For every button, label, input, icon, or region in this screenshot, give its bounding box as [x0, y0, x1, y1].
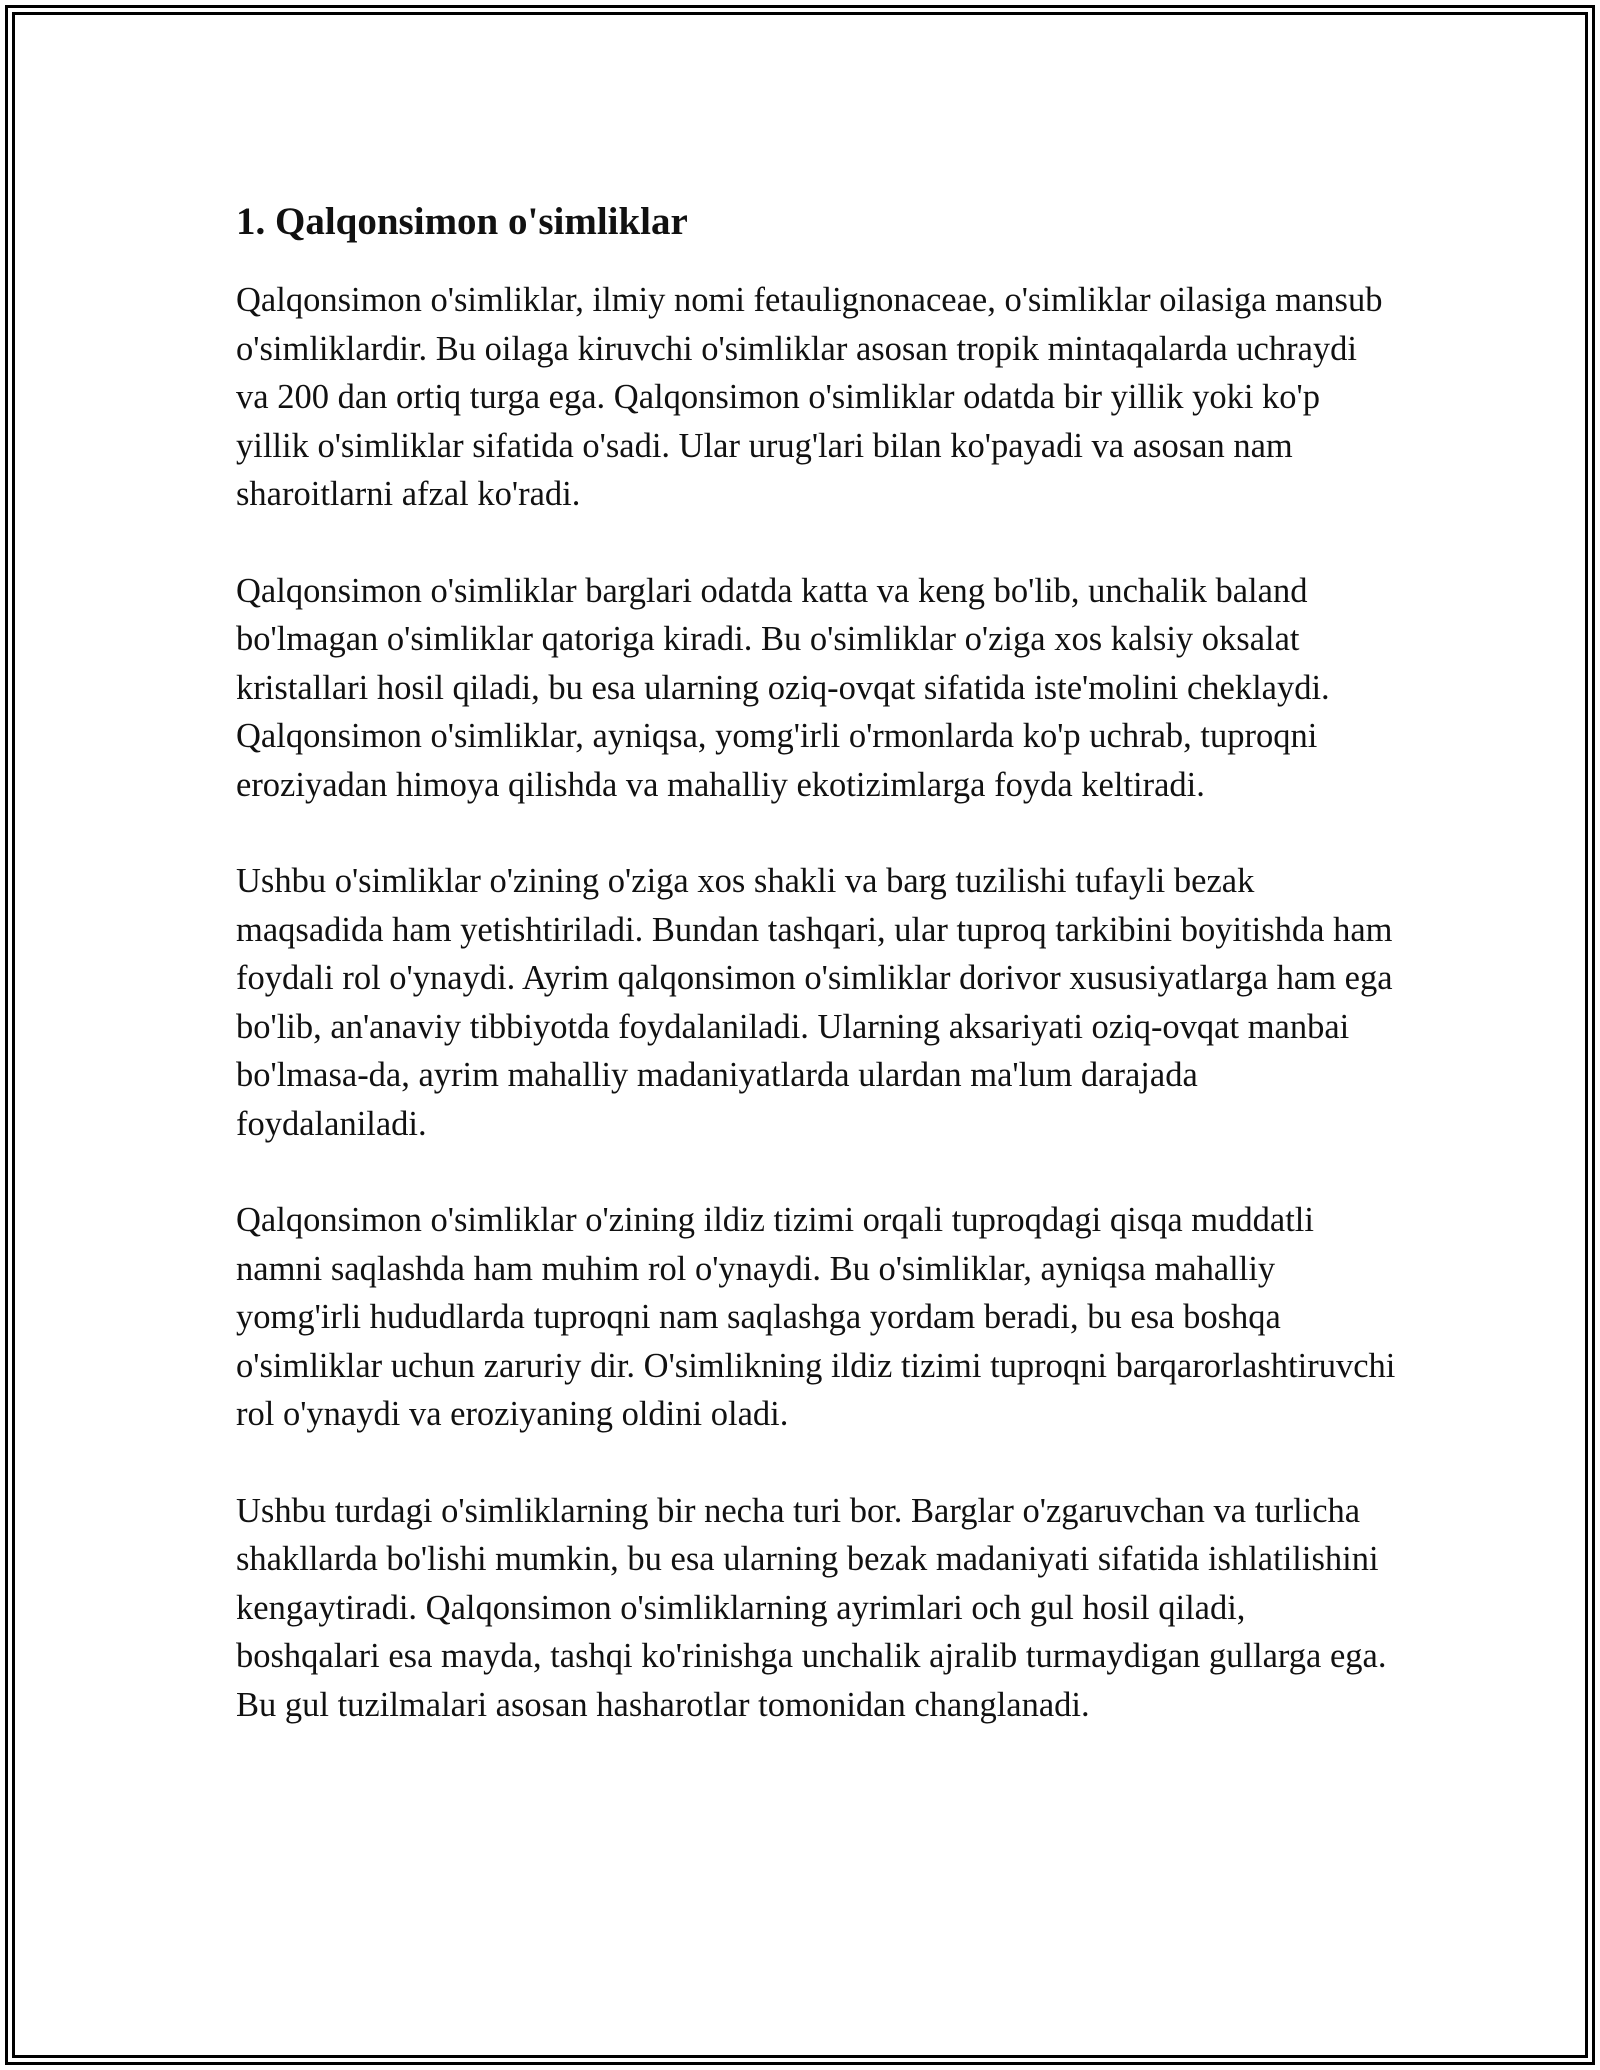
paragraph-4: Qalqonsimon o'simliklar o'zining ildiz tizimi orqali tuproqdagi qisqa muddatli namni saqlashda ham muhim rol o'ynaydi. Bu o'simliklar, ayniqsa mahalliy yomg'irli hududlarda tuproqni nam saqlashga yordam beradi, bu esa boshqa o'simliklar uchun zaruriy dir. O'simlikning ildiz tizimi tuproqni barqarorlashtiruvchi rol o'ynaydi va eroziyaning oldini oladi.: [236, 1201, 1396, 1433]
paragraph-5: Ushbu turdagi o'simliklarning bir necha turi bor. Barglar o'zgaruvchan va turlicha shakllarda bo'lishi mumkin, bu esa ularning bezak madaniyati sifatida ishlatilishini kengaytiradi. Qalqonsimon o'simliklarning ayrimlari och gul hosil qiladi, boshqalari esa mayda, tashqi ko'rinishga unchalik ajralib turmaydigan gullarga ega. Bu gul tuzilmalari asosan hasharotlar tomonidan changlanadi.: [236, 1491, 1387, 1724]
section-heading: 1. Qalqonsimon o'simliklar: [236, 200, 688, 243]
document-content: [236, 196, 1396, 1777]
paragraph-1: Qalqonsimon o'simliklar, ilmiy nomi fetaulignonaceae, o'simliklar oilasiga mansub o'simliklardir. Bu oilaga kiruvchi o'simliklar asosan tropik mintaqalarda uchraydi va 200 dan ortiq turga ega. Qalqonsimon o'simliklar odatda bir yillik yoki ko'p yillik o'simliklar sifatida o'sadi. Ular urug'lari bilan ko'payadi va asosan nam sharoitlarni afzal ko'radi.: [236, 281, 1383, 513]
paragraph-2: Qalqonsimon o'simliklar barglari odatda katta va keng bo'lib, unchalik baland bo'lmagan o'simliklar qatoriga kiradi. Bu o'simliklar o'ziga xos kalsiy oksalat kristallari hosil qiladi, bu esa ularning oziq-ovqat sifatida iste'molini cheklaydi. Qalqonsimon o'simliklar, ayniqsa, yomg'irli o'rmonlarda ko'p uchrab, tuproqni eroziyadan himoya qilishda va mahalliy ekotizimlarga foyda keltiradi.: [236, 571, 1330, 804]
paragraph-3: Ushbu o'simliklar o'zining o'ziga xos shakli va barg tuzilishi tufayli bezak maqsadida ham yetishtiriladi. Bundan tashqari, ular tuproq tarkibini boyitishda ham foydali rol o'ynaydi. Ayrim qalqonsimon o'simliklar dorivor xususiyatlarga ham ega bo'lib, an'anaviy tibbiyotda foydalaniladi. Ularning aksariyati oziq-ovqat manbai bo'lmasa-da, ayrim mahalliy madaniyatlarda ulardan ma'lum darajada foydalaniladi.: [236, 862, 1393, 1143]
document-page: [5, 5, 1595, 2065]
